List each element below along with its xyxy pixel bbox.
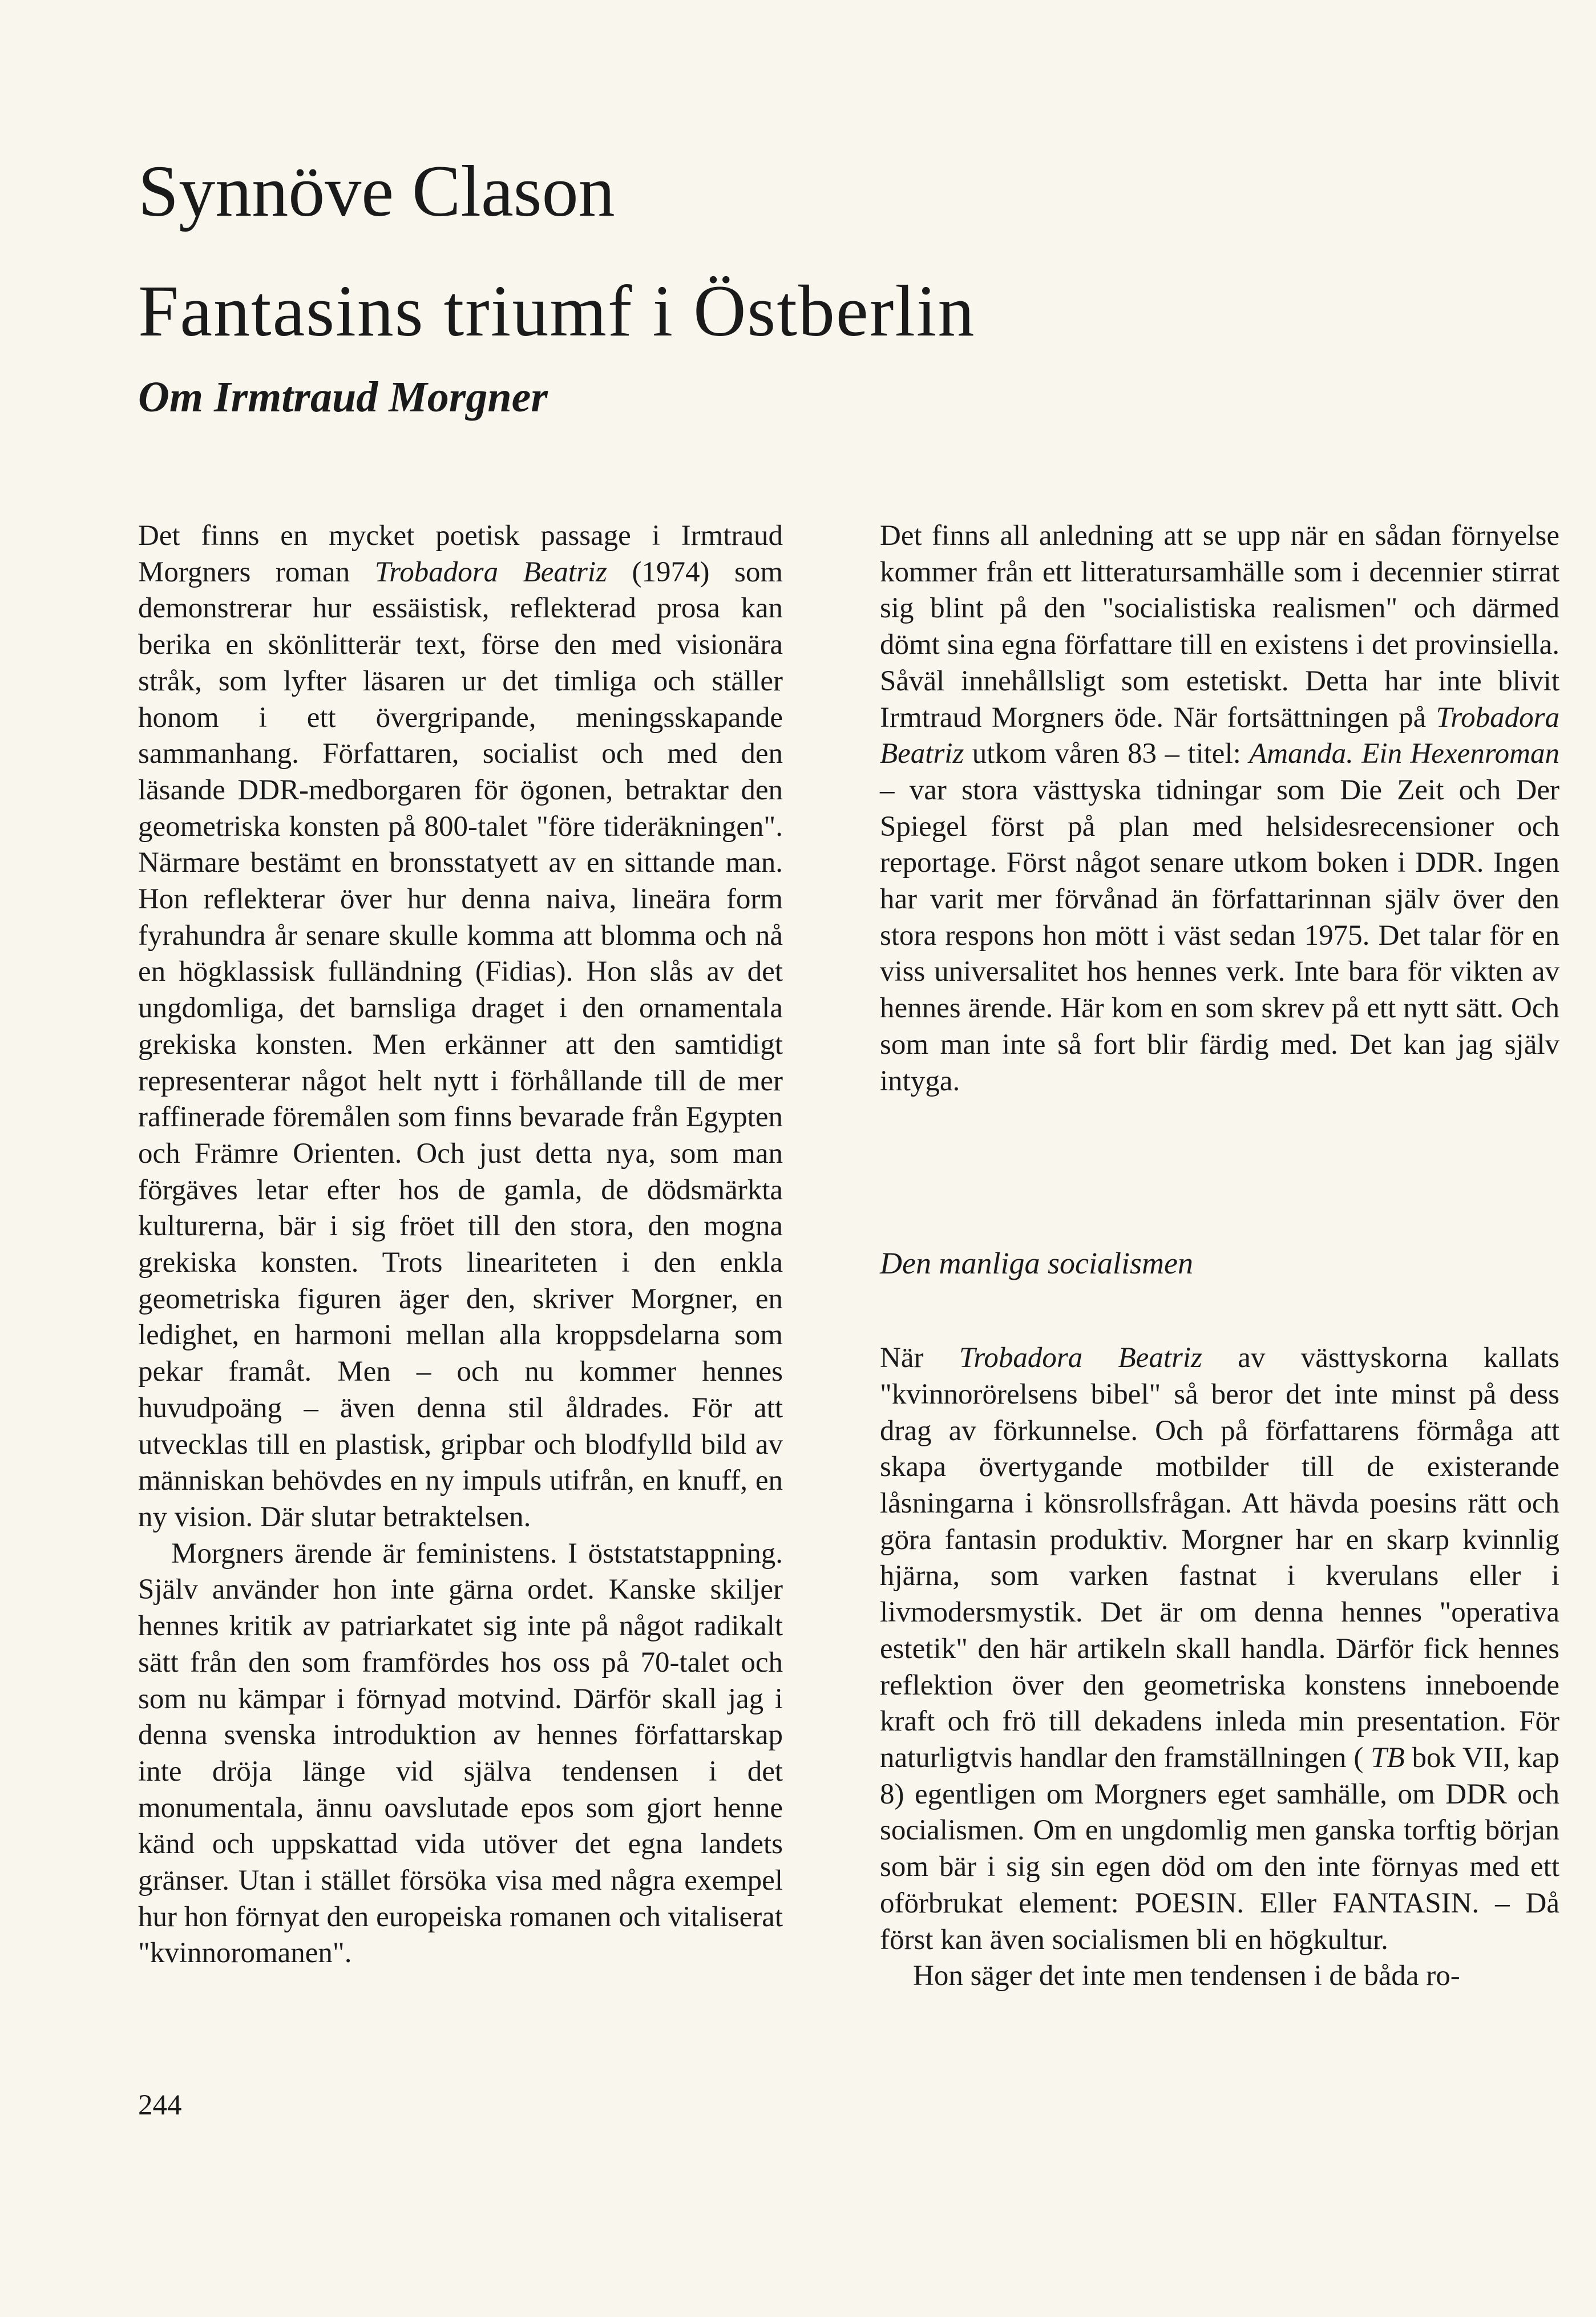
- page-number: 244: [138, 2089, 182, 2121]
- right-p1-text-c: – var stora västtyska tidningar som Die Zeit och Der Spiegel först på plan med helsidesrecensioner och reportage. Först något senare utkom boken i DDR. Ingen har varit mer förvånad än författarinnan själv över den stora respons hon mött i väst sedan 1975. Det talar för en viss universalitet hos hennes verk. Inte bara för vikten av hennes ärende. Här kom en som skrev på ett nytt sätt. Och som man inte så fort blir färdig med. Det kan jag själv intyga.: [880, 774, 1559, 1097]
- left-column: [138, 518, 783, 1972]
- book-title-trobadora-beatriz: Trobadora Beatriz: [959, 1342, 1202, 1374]
- book-title-trobadora-beatriz: Trobadora Beatriz: [374, 556, 607, 588]
- right-p2-text-a: När: [880, 1342, 959, 1374]
- right-p1-text-a: Det finns all anledning att se upp när en sådan förnyelse kommer från ett litteratursamhälle som i decennier stirrat sig blint på den "socialistiska realismen" och därmed dömt sina egna författare till en existens i det provinsiella. Såväl innehållsligt som estetiskt. Detta har inte blivit Irmtraud Morgners öde. När fortsättningen på: [880, 520, 1559, 734]
- book-title-amanda: Amanda. Ein Hexenroman: [1249, 738, 1559, 770]
- right-paragraph-3: Hon säger det inte men tendensen i de båda ro-: [913, 1960, 1460, 1992]
- left-p1-text-a: Det finns en mycket poetisk passage i Irmtraud Morgners roman: [138, 520, 783, 588]
- book-title-trobadora-beatriz: Trobadora Beatriz: [880, 701, 1559, 770]
- right-p1-text-b: utkom våren 83 – titel:: [964, 738, 1250, 770]
- author-name: Synnöve Clason: [138, 151, 615, 232]
- right-p2-text-b: av västtyskorna kallats "kvinnorörelsens bibel" så beror det inte minst på dess drag av förkunnelse. Och på författarens förmåga att skapa övertygande motbilder till de existerande låsningarna i könsrollsfrågan. Att hävda poesins rätt och göra fantasin produktiv. Morgner har en skarp kvinnlig hjärna, som varken fastnat i kverulans eller i livmodersmystik. Det är om denna hennes "operativa estetik" den här artikeln skall handla. Därför fick hennes reflektion över den geometriska konstens inneboende kraft och frö till dekadens inleda min presentation. För naturligtvis handlar den framställningen (: [880, 1342, 1559, 1774]
- left-p1-text-b: (1974) som demonstrerar hur essäistisk, reflekterad prosa kan berika en skönlitterär text, förse den med visionära stråk, som lyfter läsaren ur det timliga och ställer honom i ett övergripande, meningsskapande sammanhang. Författaren, socialist och med den läsande DDR-medborgaren för ögonen, betraktar den geometriska konsten på 800-talet "före tideräkningen". Närmare bestämt en bronsstatyett av en sittande man. Hon reflekterar över hur denna naiva, lineära form fyrahundra år senare skulle komma att blomma och nå en högklassisk fulländning (Fidias). Hon slås av det ungdomliga, det barnsliga draget i den ornamentala grekiska konsten. Men erkänner att den samtidigt representerar något helt nytt i förhållande till de mer raffinerade föremålen som finns bevarade från Egypten och Främre Orienten. Och just detta nya, som man förgäves letar efter hos de gamla, de dödsmärkta kulturerna, bär i sig fröet till den stora, den mogna grekiska konsten. Trots lineariteten i den enkla geometriska figuren äger den, skriver Morgner, en ledighet, en harmoni mellan alla kroppsdelarna som pekar framåt. Men – och nu kommer hennes huvudpoäng – även denna stil åldrades. För att utvecklas till en plastisk, gripbar och blodfylld bild av människan behövdes en ny impuls utifrån, en knuff, en ny vision. Där slutar betraktelsen.: [138, 556, 783, 1533]
- right-p2-text-c: bok VII, kap 8) egentligen om Morgners eget samhälle, om DDR och socialismen. Om en ungdomlig men ganska torftig början som bär i sig sin egen död om den inte förnyas med ett oförbrukat element: POESIN. Eller FANTASIN. – Då först kan även socialismen bli en högkultur.: [880, 1741, 1560, 1956]
- section-heading: Den manliga socialismen: [880, 1246, 1193, 1281]
- right-column: [880, 518, 1559, 1995]
- right-paragraph-2: [880, 1340, 1559, 1958]
- article-subtitle: Om Irmtraud Morgner: [138, 373, 548, 421]
- right-paragraph-1: [880, 518, 1559, 1099]
- article-title: Fantasins triumf i Östberlin: [138, 270, 976, 351]
- left-paragraph-1: [138, 518, 783, 1536]
- book-abbreviation-tb: TB: [1371, 1741, 1405, 1774]
- left-paragraph-2: Morgners ärende är feministens. I öststatstappning. Själv använder hon inte gärna ordet. Kanske skiljer hennes kritik av patriarkatet sig inte på något radikalt sätt från den som framfördes hos oss på 70-talet och som nu kämpar i förnyad motvind. Därför skall jag i denna svenska introduktion av hennes författarskap inte dröja länge vid själva tendensen i det monumentala, ännu oavslutade epos som gjort henne känd och uppskattad vida utöver det egna landets gränser. Utan i stället försöka visa med några exempel hur hon förnyat den europeiska romanen och vitaliserat "kvinnoromanen".: [138, 1537, 783, 1970]
